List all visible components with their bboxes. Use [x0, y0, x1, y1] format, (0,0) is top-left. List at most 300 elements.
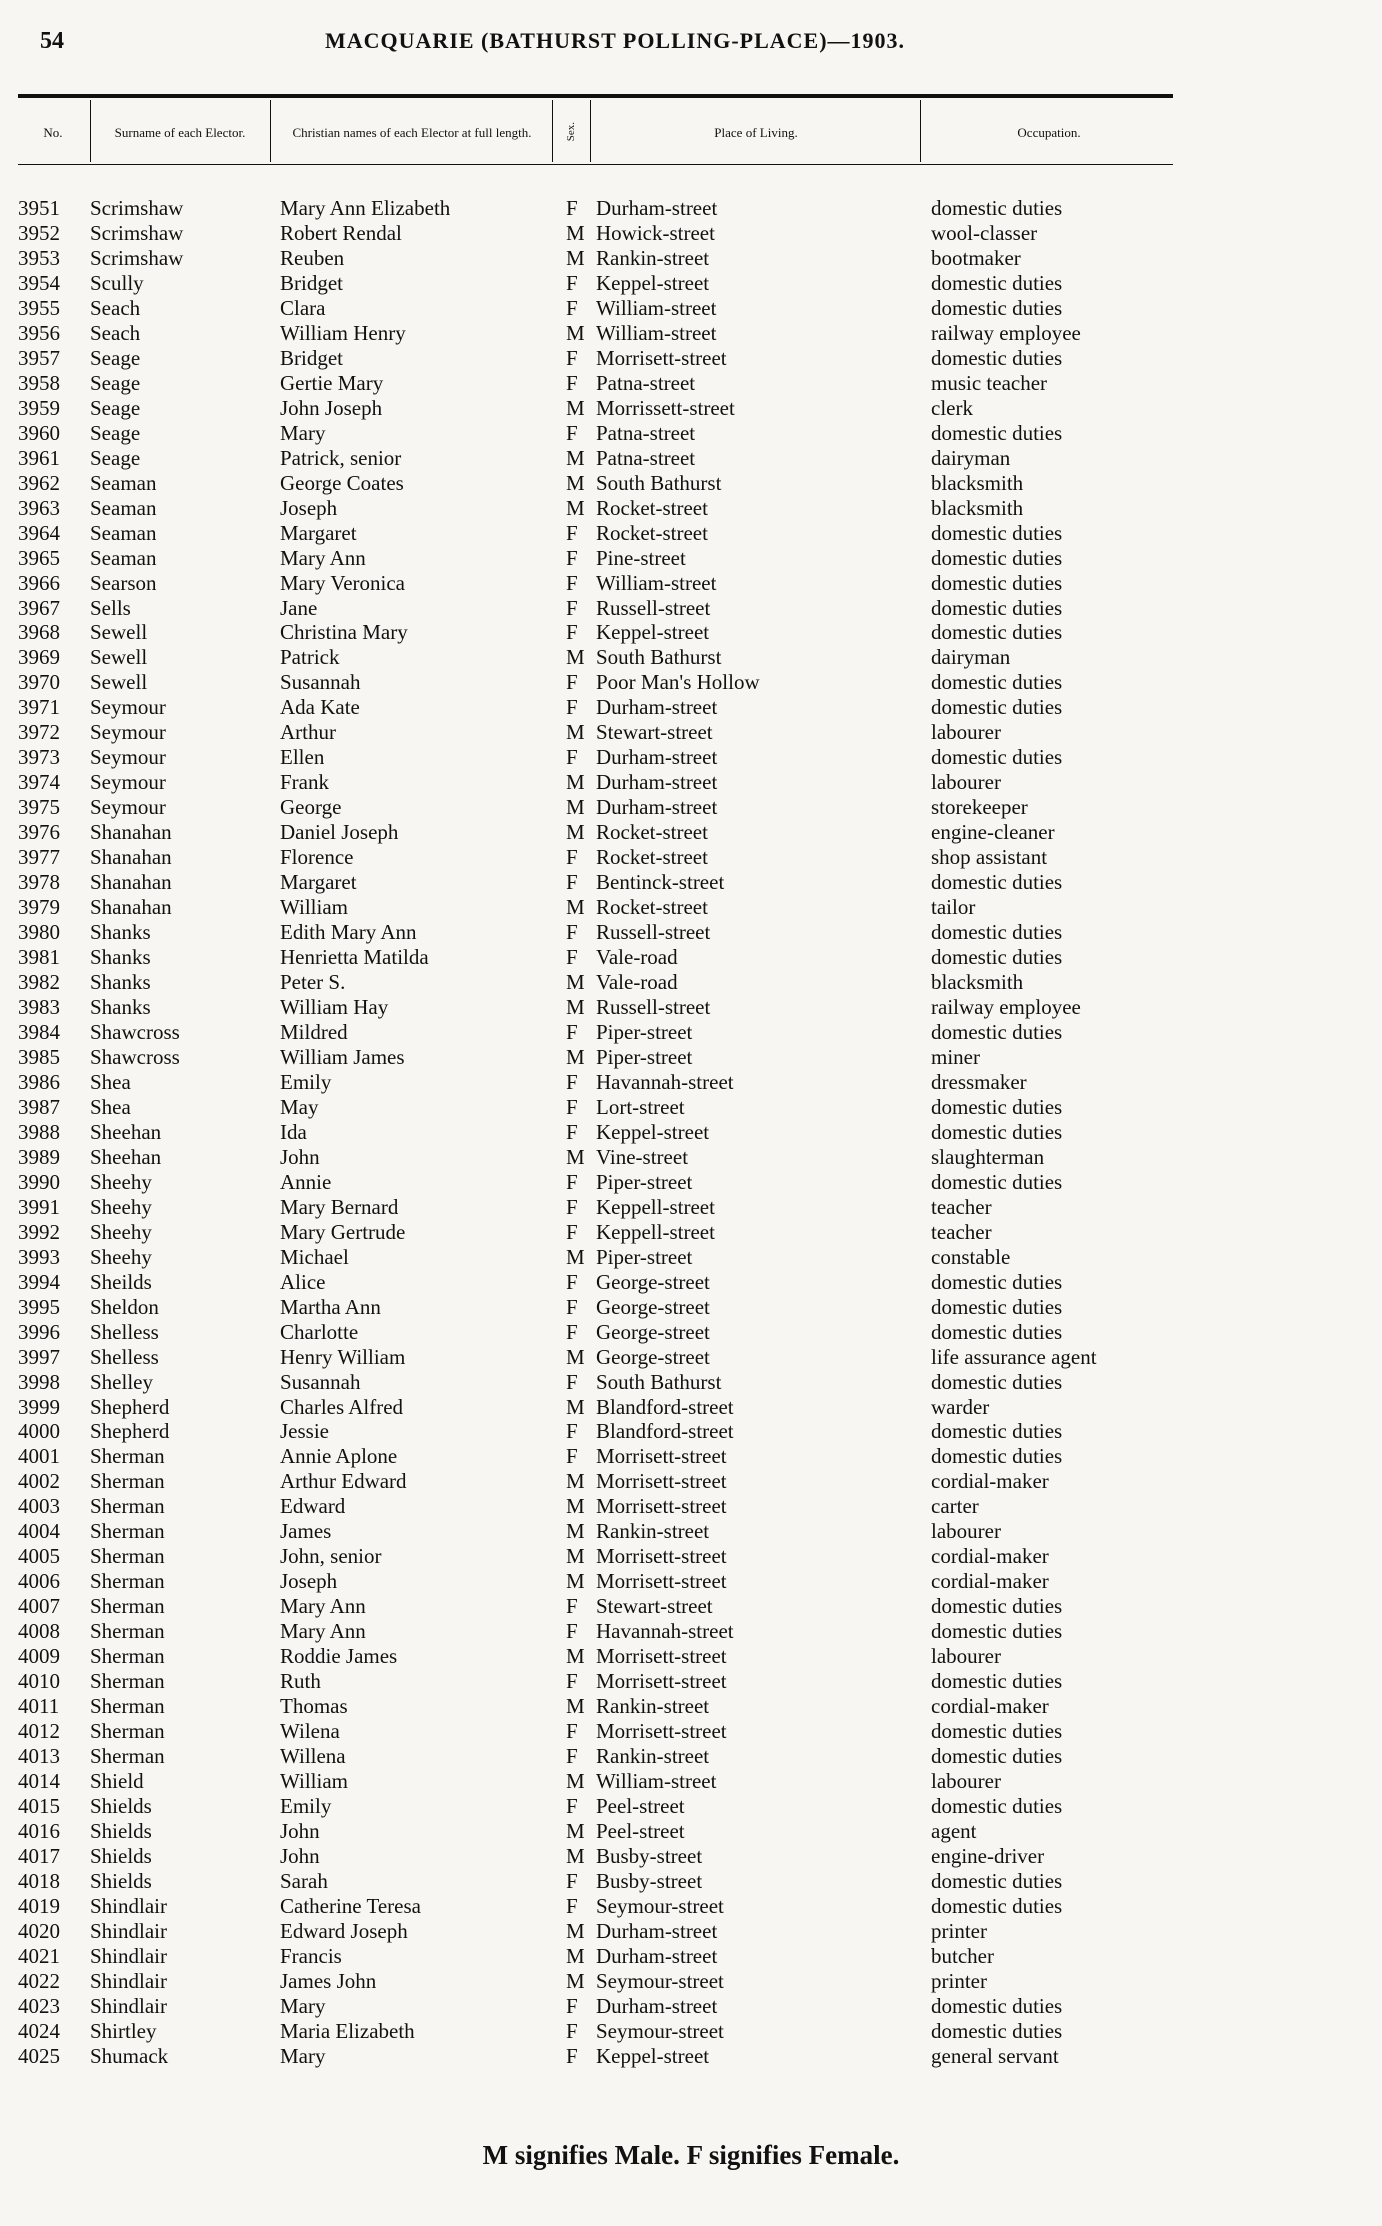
elector-number: 3951 — [18, 196, 60, 220]
elector-place-of-living: Seymour-street — [596, 1893, 724, 1918]
elector-number: 4015 — [18, 1794, 60, 1818]
table-row — [18, 1220, 1178, 1245]
table-row — [18, 1669, 1178, 1694]
table-row — [18, 770, 1178, 795]
elector-occupation: domestic duties — [931, 1868, 1063, 1893]
elector-christian-names: James John — [280, 1968, 377, 1993]
elector-place-of-living: Blandford-street — [596, 1394, 734, 1419]
elector-place-of-living: Rankin-street — [596, 1744, 710, 1769]
elector-christian-names: John — [280, 1144, 320, 1169]
elector-occupation: cordial-maker — [931, 1569, 1049, 1594]
elector-number: 4011 — [18, 1694, 60, 1719]
elector-occupation: storekeeper — [931, 795, 1028, 820]
elector-number: 3974 — [18, 770, 60, 795]
table-row — [18, 421, 1178, 446]
table-row — [18, 371, 1178, 396]
table-row — [18, 720, 1178, 745]
elector-place-of-living: Morrisett-street — [596, 345, 727, 370]
elector-christian-names: Bridget — [280, 345, 343, 370]
elector-sex: F — [566, 1669, 578, 1694]
elector-sex: M — [566, 720, 585, 745]
elector-number: 4025 — [18, 2043, 60, 2068]
elector-sex: F — [566, 1169, 578, 1194]
elector-place-of-living: Morrisett-street — [596, 1669, 727, 1694]
elector-place-of-living: Seymour-street — [596, 2018, 724, 2043]
page-title: MACQUARIE (BATHURST POLLING-PLACE)—1903. — [325, 28, 906, 53]
elector-surname: Sheehy — [90, 1169, 152, 1194]
elector-surname: Shanks — [90, 995, 151, 1019]
elector-surname: Shepherd — [90, 1419, 170, 1444]
sex-header-label: Sex. — [564, 122, 577, 142]
column-divider — [552, 100, 553, 162]
column-divider — [270, 100, 271, 162]
elector-occupation: domestic duties — [931, 345, 1063, 370]
elector-surname: Searson — [90, 570, 157, 595]
elector-occupation: clerk — [931, 395, 973, 420]
elector-surname: Shawcross — [90, 1019, 180, 1044]
elector-surname: Sheehan — [90, 1144, 162, 1169]
elector-occupation: labourer — [931, 720, 1001, 745]
elector-place-of-living: Vale-road — [596, 945, 678, 970]
elector-surname: Seymour — [90, 770, 166, 795]
elector-occupation: domestic duties — [931, 1619, 1063, 1644]
elector-christian-names: William — [280, 1769, 348, 1794]
elector-sex: F — [566, 1269, 578, 1294]
elector-place-of-living: Piper-street — [596, 1044, 693, 1069]
elector-sex: M — [566, 445, 585, 470]
elector-place-of-living: Durham-street — [596, 770, 718, 795]
elector-christian-names: Charles Alfred — [280, 1394, 404, 1419]
elector-christian-names: Mary Ann — [280, 1619, 366, 1644]
elector-occupation: domestic duties — [931, 870, 1063, 895]
elector-number: 4021 — [18, 1943, 60, 1968]
elector-sex: M — [566, 970, 585, 995]
elector-christian-names: George — [280, 795, 342, 820]
elector-sex: F — [566, 1619, 578, 1644]
elector-occupation: domestic duties — [931, 1019, 1063, 1044]
elector-place-of-living: Seymour-street — [596, 1968, 724, 1993]
elector-place-of-living: Bentinck-street — [596, 870, 725, 895]
elector-surname: Shanks — [90, 945, 151, 970]
elector-occupation: domestic duties — [931, 2018, 1063, 2043]
elector-christian-names: John Joseph — [280, 395, 383, 420]
elector-occupation: dairyman — [931, 645, 1011, 670]
elector-surname: Seymour — [90, 695, 166, 720]
elector-number: 4019 — [18, 1893, 60, 1918]
elector-christian-names: Susannah — [280, 1369, 361, 1394]
elector-surname: Seage — [90, 445, 141, 470]
elector-occupation: agent — [931, 1818, 977, 1843]
elector-number: 3981 — [18, 945, 60, 970]
elector-occupation: cordial-maker — [931, 1469, 1049, 1494]
table-row — [18, 1120, 1178, 1145]
elector-occupation: domestic duties — [931, 270, 1063, 295]
elector-sex: F — [566, 345, 578, 370]
elector-christian-names: Mary Bernard — [280, 1194, 399, 1219]
elector-number: 4007 — [18, 1594, 60, 1619]
elector-place-of-living: Durham-street — [596, 695, 718, 720]
elector-christian-names: Margaret — [280, 870, 357, 895]
elector-occupation: butcher — [931, 1943, 994, 1968]
page-number: 54 — [40, 28, 64, 54]
elector-occupation: domestic duties — [931, 295, 1063, 320]
elector-sex: F — [566, 1294, 578, 1319]
elector-surname: Seage — [90, 370, 141, 395]
table-row — [18, 1145, 1178, 1170]
elector-christian-names: Edith Mary Ann — [280, 920, 417, 945]
elector-sex: M — [566, 1968, 585, 1993]
elector-occupation: domestic duties — [931, 1744, 1063, 1769]
elector-number: 3975 — [18, 795, 60, 820]
elector-number: 4022 — [18, 1968, 60, 1993]
elector-place-of-living: William-street — [596, 1769, 717, 1794]
elector-christian-names: William Henry — [280, 320, 406, 345]
elector-christian-names: Charlotte — [280, 1319, 359, 1344]
elector-surname: Shields — [90, 1868, 152, 1893]
elector-surname: Seaman — [90, 470, 157, 495]
elector-christian-names: John — [280, 1818, 320, 1843]
elector-occupation: miner — [931, 1044, 980, 1069]
elector-christian-names: William Hay — [280, 995, 389, 1019]
table-row — [18, 795, 1178, 820]
elector-surname: Shindlair — [90, 1918, 167, 1943]
elector-sex: M — [566, 1769, 585, 1794]
table-row — [18, 1844, 1178, 1869]
elector-christian-names: Wilena — [280, 1719, 340, 1744]
elector-surname: Sherman — [90, 1669, 165, 1694]
elector-number: 4005 — [18, 1544, 60, 1569]
elector-sex: M — [566, 1843, 585, 1868]
table-row — [18, 1544, 1178, 1569]
elector-number: 3955 — [18, 295, 60, 320]
elector-place-of-living: Durham-street — [596, 745, 718, 770]
elector-occupation: domestic duties — [931, 545, 1063, 570]
elector-occupation: blacksmith — [931, 970, 1024, 995]
elector-number: 4006 — [18, 1569, 60, 1594]
elector-number: 4009 — [18, 1644, 60, 1669]
table-row — [18, 845, 1178, 870]
table-row — [18, 1519, 1178, 1544]
elector-place-of-living: Morrisett-street — [596, 1544, 727, 1569]
table-row — [18, 1320, 1178, 1345]
elector-sex: F — [566, 870, 578, 895]
elector-surname: Shanks — [90, 920, 151, 945]
elector-occupation: tailor — [931, 895, 976, 920]
elector-place-of-living: Russell-street — [596, 995, 711, 1019]
elector-number: 3999 — [18, 1394, 60, 1419]
legend-footer: M signifies Male. F signifies Female. — [482, 2140, 900, 2170]
electors-table — [18, 196, 1178, 2069]
column-header-place: Place of Living. — [714, 124, 798, 140]
elector-surname: Seach — [90, 320, 141, 345]
elector-occupation: domestic duties — [931, 1294, 1063, 1319]
elector-number: 3985 — [18, 1044, 60, 1069]
elector-christian-names: Francis — [280, 1943, 342, 1968]
table-row — [18, 1719, 1178, 1744]
elector-number: 3994 — [18, 1269, 60, 1294]
elector-christian-names: Jane — [280, 595, 318, 620]
elector-sex: F — [566, 1794, 578, 1818]
elector-surname: Sells — [90, 595, 131, 620]
table-row — [18, 1894, 1178, 1919]
elector-surname: Sherman — [90, 1694, 165, 1719]
table-row — [18, 571, 1178, 596]
elector-occupation: domestic duties — [931, 1094, 1063, 1119]
table-row — [18, 321, 1178, 346]
table-row — [18, 1469, 1178, 1494]
table-row — [18, 995, 1178, 1020]
elector-place-of-living: Lort-street — [596, 1094, 685, 1119]
elector-surname: Sheehy — [90, 1244, 152, 1269]
elector-number: 3980 — [18, 920, 60, 945]
table-row — [18, 1395, 1178, 1420]
elector-number: 3988 — [18, 1119, 60, 1144]
elector-sex: M — [566, 245, 585, 270]
table-row — [18, 1270, 1178, 1295]
elector-christian-names: Christina Mary — [280, 620, 408, 645]
elector-occupation: domestic duties — [931, 945, 1063, 970]
elector-christian-names: Mary — [280, 2043, 326, 2068]
elector-place-of-living: Durham-street — [596, 196, 718, 220]
table-row — [18, 546, 1178, 571]
elector-surname: Sherman — [90, 1594, 165, 1619]
elector-occupation: domestic duties — [931, 1119, 1063, 1144]
elector-christian-names: Emily — [280, 1069, 332, 1094]
elector-occupation: domestic duties — [931, 1319, 1063, 1344]
elector-place-of-living: Durham-street — [596, 1993, 718, 2018]
elector-occupation: labourer — [931, 1644, 1001, 1669]
elector-number: 3965 — [18, 545, 60, 570]
table-row — [18, 596, 1178, 621]
elector-surname: Seymour — [90, 745, 166, 770]
elector-number: 3962 — [18, 470, 60, 495]
elector-christian-names: James — [280, 1519, 332, 1544]
elector-number: 3970 — [18, 670, 60, 695]
elector-christian-names: Annie Aplone — [280, 1444, 398, 1469]
elector-number: 3964 — [18, 520, 60, 545]
elector-sex: F — [566, 1194, 578, 1219]
elector-surname: Sherman — [90, 1494, 165, 1519]
elector-surname: Shumack — [90, 2043, 169, 2068]
elector-occupation: domestic duties — [931, 620, 1063, 645]
elector-surname: Sewell — [90, 620, 148, 645]
elector-place-of-living: William-street — [596, 320, 717, 345]
elector-place-of-living: Stewart-street — [596, 720, 713, 745]
elector-sex: F — [566, 570, 578, 595]
elector-sex: M — [566, 1544, 585, 1569]
elector-place-of-living: Vine-street — [596, 1144, 689, 1169]
elector-place-of-living: Stewart-street — [596, 1594, 713, 1619]
table-row — [18, 246, 1178, 271]
elector-christian-names: Henry William — [280, 1344, 406, 1369]
elector-number: 3991 — [18, 1194, 60, 1219]
table-row — [18, 1345, 1178, 1370]
elector-occupation: labourer — [931, 1769, 1001, 1794]
elector-place-of-living: Rankin-street — [596, 1519, 710, 1544]
elector-occupation: domestic duties — [931, 1719, 1063, 1744]
elector-place-of-living: Morrisett-street — [596, 1644, 727, 1669]
elector-surname: Sherman — [90, 1719, 165, 1744]
elector-surname: Shirtley — [90, 2018, 157, 2043]
column-divider — [90, 100, 91, 162]
elector-occupation: domestic duties — [931, 1419, 1063, 1444]
elector-surname: Shindlair — [90, 1943, 167, 1968]
elector-sex: F — [566, 370, 578, 395]
elector-surname: Sherman — [90, 1744, 165, 1769]
elector-occupation: domestic duties — [931, 670, 1063, 695]
elector-sex: M — [566, 220, 585, 245]
elector-occupation: dairyman — [931, 445, 1011, 470]
elector-number: 4018 — [18, 1868, 60, 1893]
elector-christian-names: William — [280, 895, 348, 920]
elector-sex: M — [566, 895, 585, 920]
elector-number: 3977 — [18, 845, 60, 870]
elector-surname: Shea — [90, 1069, 131, 1094]
elector-surname: Sheldon — [90, 1294, 159, 1319]
elector-place-of-living: Keppell-street — [596, 1219, 715, 1244]
elector-occupation: domestic duties — [931, 420, 1063, 445]
elector-christian-names: Joseph — [280, 495, 338, 520]
elector-christian-names: Bridget — [280, 270, 343, 295]
elector-number: 3996 — [18, 1319, 60, 1344]
elector-sex: F — [566, 1993, 578, 2018]
elector-place-of-living: Morrisett-street — [596, 1719, 727, 1744]
table-row — [18, 920, 1178, 945]
elector-sex: M — [566, 1144, 585, 1169]
elector-place-of-living: Rocket-street — [596, 895, 708, 920]
elector-christian-names: Willena — [280, 1744, 346, 1769]
elector-surname: Shanks — [90, 970, 151, 995]
header-rule-top — [18, 94, 1173, 98]
elector-number: 3973 — [18, 745, 60, 770]
elector-place-of-living: Piper-street — [596, 1244, 693, 1269]
elector-christian-names: Patrick, senior — [280, 445, 402, 470]
elector-occupation: engine-cleaner — [931, 820, 1055, 845]
table-row — [18, 820, 1178, 845]
elector-christian-names: Mary Ann — [280, 1594, 366, 1619]
elector-number: 4020 — [18, 1918, 60, 1943]
column-header-christian-names: Christian names of each Elector at full length. — [292, 124, 532, 140]
elector-sex: M — [566, 1918, 585, 1943]
table-row — [18, 446, 1178, 471]
elector-occupation: cordial-maker — [931, 1544, 1049, 1569]
elector-occupation: slaughterman — [931, 1144, 1045, 1169]
elector-sex: F — [566, 420, 578, 445]
elector-occupation: shop assistant — [931, 845, 1048, 870]
elector-number: 4004 — [18, 1519, 60, 1544]
elector-occupation: bootmaker — [931, 245, 1021, 270]
table-row — [18, 1170, 1178, 1195]
elector-number: 3990 — [18, 1169, 60, 1194]
elector-christian-names: Ida — [280, 1119, 307, 1144]
elector-occupation: music teacher — [931, 370, 1048, 395]
elector-place-of-living: Patna-street — [596, 445, 696, 470]
elector-sex: F — [566, 2043, 578, 2068]
elector-sex: M — [566, 395, 585, 420]
elector-place-of-living: Russell-street — [596, 595, 711, 620]
elector-surname: Shea — [90, 1094, 131, 1119]
table-row — [18, 1769, 1178, 1794]
elector-surname: Shindlair — [90, 1968, 167, 1993]
elector-place-of-living: Morrisett-street — [596, 1469, 727, 1494]
elector-number: 4016 — [18, 1818, 60, 1843]
elector-occupation: domestic duties — [931, 196, 1063, 220]
elector-surname: Seaman — [90, 495, 157, 520]
elector-surname: Seage — [90, 395, 141, 420]
table-row — [18, 521, 1178, 546]
elector-surname: Shields — [90, 1818, 152, 1843]
elector-sex: F — [566, 620, 578, 645]
elector-place-of-living: Rocket-street — [596, 845, 708, 870]
elector-christian-names: Arthur — [280, 720, 336, 745]
table-row — [18, 745, 1178, 770]
elector-sex: M — [566, 1943, 585, 1968]
elector-number: 3954 — [18, 270, 60, 295]
elector-occupation: domestic duties — [931, 745, 1063, 770]
elector-sex: M — [566, 1569, 585, 1594]
elector-surname: Sherman — [90, 1619, 165, 1644]
elector-sex: F — [566, 2018, 578, 2043]
elector-occupation: domestic duties — [931, 595, 1063, 620]
table-row — [18, 670, 1178, 695]
elector-sex: F — [566, 1119, 578, 1144]
elector-surname: Sherman — [90, 1469, 165, 1494]
table-row — [18, 1020, 1178, 1045]
elector-sex: F — [566, 595, 578, 620]
elector-occupation: domestic duties — [931, 695, 1063, 720]
elector-number: 3984 — [18, 1019, 60, 1044]
table-row — [18, 2044, 1178, 2069]
elector-number: 3958 — [18, 370, 60, 395]
elector-sex: M — [566, 1644, 585, 1669]
elector-christian-names: Henrietta Matilda — [280, 945, 429, 970]
elector-place-of-living: William-street — [596, 295, 717, 320]
elector-sex: M — [566, 470, 585, 495]
elector-place-of-living: Russell-street — [596, 920, 711, 945]
elector-sex: M — [566, 1694, 585, 1719]
table-row — [18, 870, 1178, 895]
table-row — [18, 1370, 1178, 1395]
elector-christian-names: Martha Ann — [280, 1294, 381, 1319]
table-row — [18, 1195, 1178, 1220]
elector-sex: F — [566, 1419, 578, 1444]
elector-occupation: domestic duties — [931, 1794, 1063, 1818]
elector-place-of-living: George-street — [596, 1294, 710, 1319]
elector-surname: Shanahan — [90, 870, 172, 895]
elector-sex: F — [566, 1019, 578, 1044]
elector-sex: F — [566, 1369, 578, 1394]
elector-surname: Seach — [90, 295, 141, 320]
elector-number: 3993 — [18, 1244, 60, 1269]
elector-christian-names: Ruth — [280, 1669, 321, 1694]
elector-christian-names: Reuben — [280, 245, 345, 270]
table-row — [18, 945, 1178, 970]
elector-christian-names: Mary Veronica — [280, 570, 405, 595]
elector-surname: Shindlair — [90, 1893, 167, 1918]
page-header — [40, 28, 1170, 68]
elector-number: 3976 — [18, 820, 60, 845]
table-row — [18, 396, 1178, 421]
table-row — [18, 1619, 1178, 1644]
elector-occupation: teacher — [931, 1194, 992, 1219]
elector-number: 3978 — [18, 870, 60, 895]
elector-occupation: domestic duties — [931, 1594, 1063, 1619]
elector-place-of-living: Patna-street — [596, 370, 696, 395]
table-row — [18, 496, 1178, 521]
elector-occupation: printer — [931, 1968, 987, 1993]
elector-surname: Sherman — [90, 1544, 165, 1569]
elector-number: 3989 — [18, 1144, 60, 1169]
